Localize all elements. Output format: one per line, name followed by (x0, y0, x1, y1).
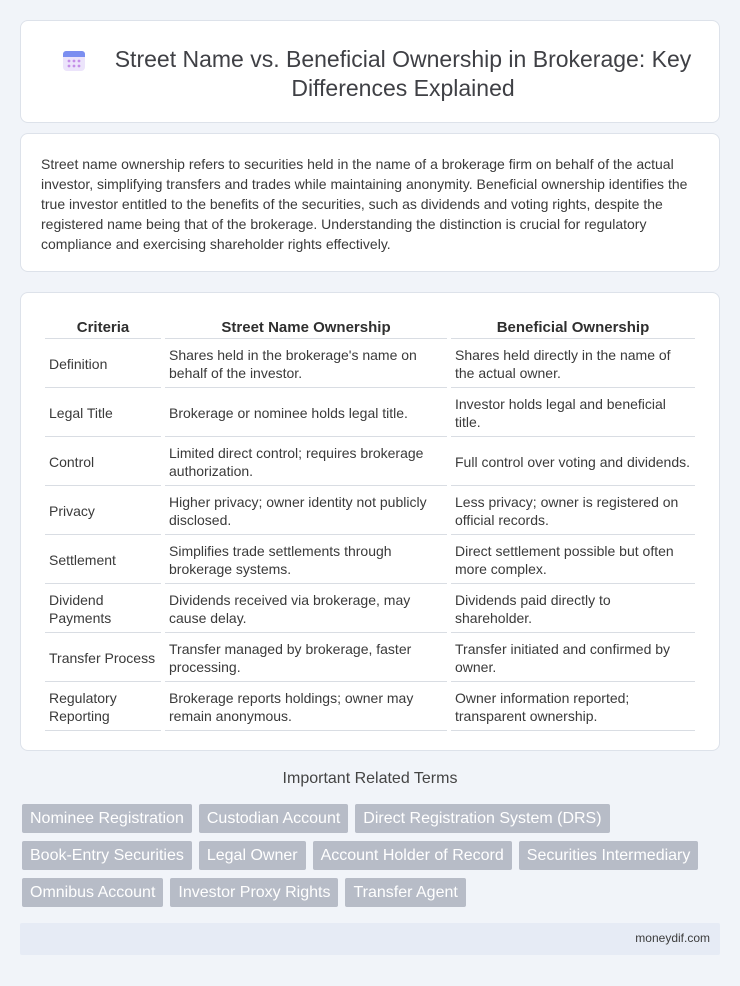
street-name-cell: Higher privacy; owner identity not publicly disclosed. (165, 488, 447, 535)
intro-paragraph: Street name ownership refers to securities held in the name of a brokerage firm on behalf of the actual investor, simplifying transfers and trades while maintaining anonymity. Beneficial ownership identifies the true investor entitled to the benefits of the securities, such as dividends and voting rights, despite the registered name being that of the brokerage. Understanding the distinction is crucial for regulatory compliance and exercising shareholder rights effectively. (41, 156, 688, 252)
beneficial-cell: Shares held directly in the name of the actual owner. (451, 341, 695, 388)
criteria-cell: Privacy (45, 488, 161, 535)
table-row (45, 537, 695, 584)
table-row (45, 684, 695, 731)
site-credit[interactable]: moneydif.com (635, 931, 710, 945)
related-term-tag[interactable]: Book-Entry Securities (22, 841, 192, 870)
street-name-cell: Dividends received via brokerage, may cause delay. (165, 586, 447, 633)
street-name-cell: Brokerage reports holdings; owner may remain anonymous. (165, 684, 447, 731)
table-row (45, 390, 695, 437)
calendar-icon (61, 47, 87, 73)
beneficial-cell: Less privacy; owner is registered on official records. (451, 488, 695, 535)
related-term-tag[interactable]: Securities Intermediary (519, 841, 699, 870)
street-name-cell: Shares held in the brokerage's name on behalf of the investor. (165, 341, 447, 388)
related-terms-list (22, 804, 722, 915)
header-street-name: Street Name Ownership (165, 317, 447, 339)
table-row (45, 635, 695, 682)
related-term-tag[interactable]: Transfer Agent (345, 878, 465, 907)
title-card (20, 20, 720, 123)
beneficial-cell: Investor holds legal and beneficial title. (451, 390, 695, 437)
table-row (45, 341, 695, 388)
header-beneficial: Beneficial Ownership (451, 317, 695, 339)
street-name-cell: Transfer managed by brokerage, faster processing. (165, 635, 447, 682)
criteria-cell: Settlement (45, 537, 161, 584)
table-header-row (45, 317, 695, 339)
beneficial-cell: Dividends paid directly to shareholder. (451, 586, 695, 633)
footer-bar (20, 923, 720, 955)
street-name-cell: Limited direct control; requires brokerage authorization. (165, 439, 447, 486)
comparison-table (41, 315, 699, 733)
criteria-cell: Transfer Process (45, 635, 161, 682)
comparison-card (20, 292, 720, 751)
related-term-tag[interactable]: Investor Proxy Rights (170, 878, 338, 907)
criteria-cell: Definition (45, 341, 161, 388)
page-title: Street Name vs. Beneficial Ownership in Brokerage: Key Differences Explained (114, 46, 692, 101)
related-term-tag[interactable]: Account Holder of Record (313, 841, 512, 870)
street-name-cell: Brokerage or nominee holds legal title. (165, 390, 447, 437)
beneficial-cell: Direct settlement possible but often more complex. (451, 537, 695, 584)
header-criteria: Criteria (45, 317, 161, 339)
criteria-cell: Regulatory Reporting (45, 684, 161, 731)
related-term-tag[interactable]: Omnibus Account (22, 878, 163, 907)
related-term-tag[interactable]: Custodian Account (199, 804, 348, 833)
table-row (45, 439, 695, 486)
beneficial-cell: Full control over voting and dividends. (451, 439, 695, 486)
related-term-tag[interactable]: Direct Registration System (DRS) (355, 804, 609, 833)
criteria-cell: Control (45, 439, 161, 486)
table-row (45, 586, 695, 633)
related-term-tag[interactable]: Legal Owner (199, 841, 306, 870)
table-row (45, 488, 695, 535)
criteria-cell: Legal Title (45, 390, 161, 437)
related-terms-heading: Important Related Terms (282, 770, 458, 787)
beneficial-cell: Owner information reported; transparent ownership. (451, 684, 695, 731)
street-name-cell: Simplifies trade settlements through brokerage systems. (165, 537, 447, 584)
criteria-cell: Dividend Payments (45, 586, 161, 633)
related-term-tag[interactable]: Nominee Registration (22, 804, 192, 833)
intro-card (20, 133, 720, 272)
beneficial-cell: Transfer initiated and confirmed by owner. (451, 635, 695, 682)
